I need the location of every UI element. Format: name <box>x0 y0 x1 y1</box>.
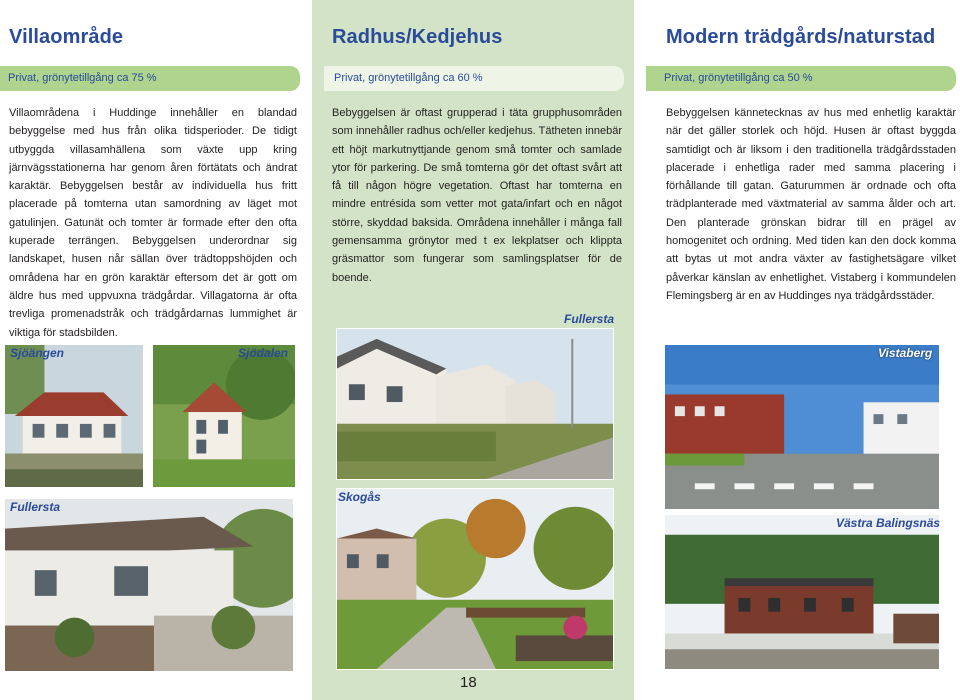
caption-skogas: Skogås <box>338 490 381 504</box>
photo-sjodalen <box>152 344 296 488</box>
caption-sjoangen: Sjöängen <box>10 346 65 360</box>
caption-vistaberg: Vistaberg <box>878 346 933 360</box>
subtitle-bar: Privat, grönytetillgång ca 75 % <box>0 66 300 91</box>
column-title: Modern trädgårds/naturstad <box>666 26 936 48</box>
caption-sjodalen: Sjödalen <box>238 346 289 360</box>
photo-fullersta-villa <box>4 498 294 672</box>
subtitle-bar: Privat, grönytetillgång ca 60 % <box>324 66 624 91</box>
caption-fullersta-left: Fullersta <box>10 500 61 514</box>
caption-fullersta-mid: Fullersta <box>564 312 615 326</box>
photo-sjoangen <box>4 344 144 488</box>
body-text: Villaområdena i Huddinge innehåller en blandad bebyggelse med hus från olika tidsperioder. De tidigt utbyggda villasamhällena som växte upp kring järnvägsstationerna har genom åren förtätats och ändrat karaktär. Bebyggelsen består av individuella hus fritt placerade på tomterna utan samordning av läget mot gatulinjen. Gatunät och tomter är formade efter den ofta kuperade terrängen. Bebyggelsen underordnar sig landskapet, husen når sällan över trädtoppshöjden och områdena har en grön karaktär eftersom det är gott om äldre hus med uppvuxna trädgårdar. Villagatorna är ofta trevliga promenadstråk och trädgårdarnas lummighet är viktiga för stadsbilden. <box>9 107 297 339</box>
photo-vastra-balingsnas <box>664 514 940 670</box>
body-text: Bebyggelsen kännetecknas av hus med enhetlig karaktär när det gäller storlek och höjd. Husen är oftast byggda samtidigt och är liksom i den traditionella trädgårdsstaden placerade i enhetliga rader med samma placering i förhållande till gatan. Gaturummen är ordnade och ofta trädplanterade med växtmaterial av samma ålder och art. Den planterade grönskan bidrar till en prägel av homogenitet och ordning. Med tiden kan den dock komma att bytas ut mot andra växter av fastighetsägare vilket påverkar känslan av enhetlighet. Vistaberg i kommundelen Flemingsberg är en av Huddinges nya trädgårdsstäder. <box>666 107 956 302</box>
column-title: Villaområde <box>9 26 124 48</box>
column-title: Radhus/Kedjehus <box>332 26 503 48</box>
body-text: Bebyggelsen är oftast grupperad i täta grupphusområden som innehåller radhus och/eller kedjehus. Tätheten innebär ett höjt markutnyttjande genom små tomter och samlade ytor för parkering. De små tomterna gör det oftast svårt att få till någon högre vegetation. Oftast har tomterna en mindre entrésida som vetter mot gata/infart och en något större, skyddad baksida. Områdena innehåller i många fall gemensamma grönytor med t ex lekplatser och klippta gräsmattor som fungerar som samlingsplatser för de boende. <box>332 107 622 284</box>
page-number: 18 <box>460 674 477 691</box>
photo-skogas <box>336 488 614 670</box>
subtitle-bar: Privat, grönytetillgång ca 50 % <box>646 66 956 91</box>
photo-fullersta-radhus <box>336 328 614 480</box>
caption-vastra-balingsnas: Västra Balingsnäs <box>836 516 941 530</box>
photo-vistaberg <box>664 344 940 510</box>
